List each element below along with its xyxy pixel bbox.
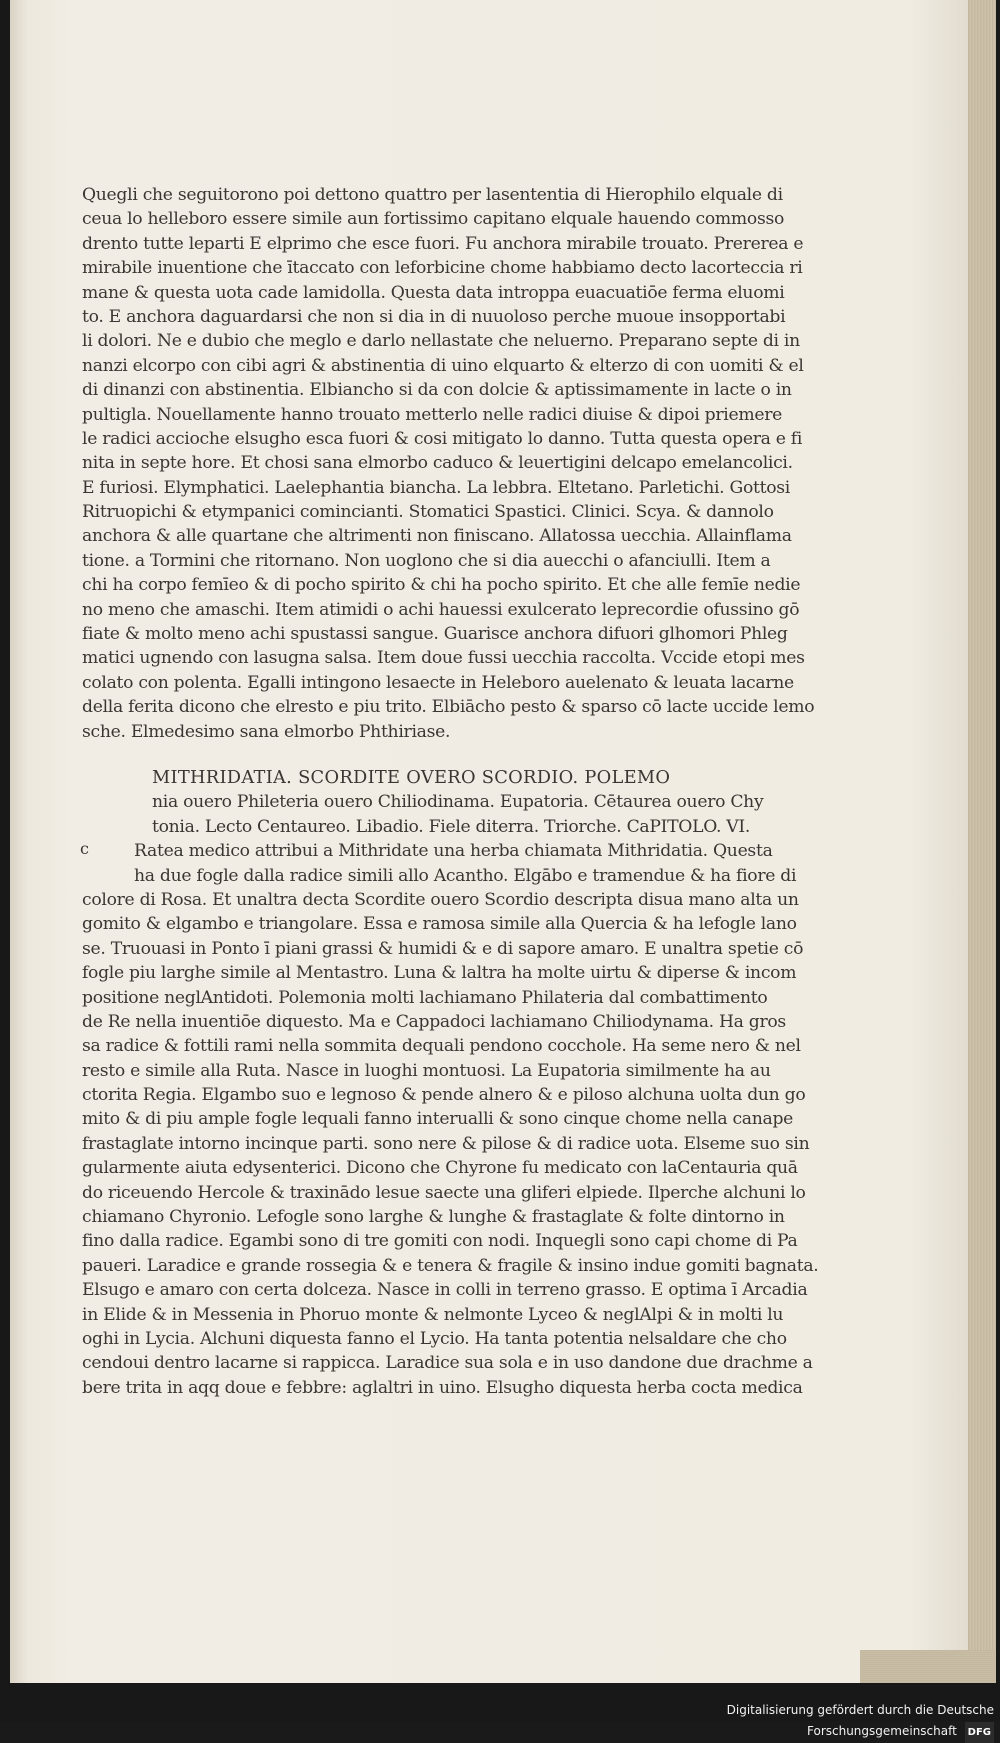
chapter-heading	[82, 766, 764, 839]
text-line: ceua lo helleboro essere simile aun fortissimo capitano elquale hauendo commosso	[82, 209, 785, 230]
text-line: fiate & molto meno achi spustassi sangue. Guarisce anchora difuori glhomori Phleg	[82, 624, 788, 645]
text-line: sa radice & fottili rami nella sommita dequali pendono cocchole. Ha seme nero & nel	[82, 1036, 801, 1057]
text-line: do riceuendo Hercole & traxinādo lesue saecte una gliferi elpiede. Ilperche alchuni lo	[82, 1182, 806, 1203]
text-line: fogle piu larghe simile al Mentastro. Luna & laltra ha molte uirtu & diperse & incom	[82, 963, 797, 984]
text-line: Ritruopichi & etympanici comincianti. Stomatici Spastici. Clinici. Scya. & dannolo	[82, 502, 774, 523]
page-edges	[968, 0, 996, 1683]
text-line: mane & questa uota cade lamidolla. Questa data introppa euacuatiōe ferma eluomi	[82, 282, 785, 303]
text-line: pultigla. Nouellamente hanno trouato metterlo nelle radici diuise & dipoi priemere	[82, 404, 783, 425]
text-line: colore di Rosa. Et unaltra decta Scordite ouero Scordio descripta disua mano alta un	[82, 889, 799, 910]
text-line: resto e simile alla Ruta. Nasce in luoghi montuosi. La Eupatoria similmente ha au	[82, 1060, 771, 1081]
text-line: bere trita in aqq doue e febbre: aglaltri in uino. Elsugho diquesta herba cocta medica	[82, 1377, 803, 1398]
text-line: oghi in Lycia. Alchuni diquesta fanno el Lycio. Ha tanta potentia nelsaldare che cho	[82, 1328, 787, 1349]
text-line: matici ugnendo con lasugna salsa. Item doue fussi uecchia raccolta. Vccide etopi mes	[82, 648, 805, 669]
text-line: in Elide & in Messenia in Phoruo monte & nelmonte Lyceo & neglAlpi & in molti lu	[82, 1304, 784, 1325]
text-line: Ratea medico attribui a Mithridate una herba chiamata Mithridatia. Questa	[134, 841, 773, 862]
heading-line: tonia. Lecto Centaureo. Libadio. Fiele diterra. Triorche. CaPITOLO. VI.	[152, 816, 751, 837]
page-edges-bottom	[860, 1650, 996, 1683]
text-line: Elsugo e amaro con certa dolceza. Nasce in colli in terreno grasso. E optima ī Arcadia	[82, 1280, 808, 1301]
text-line: cendoui dentro lacarne si rappicca. Laradice sua sola e in uso dandone due drachme a	[82, 1353, 813, 1374]
text-line: se. Truouasi in Ponto ī piani grassi & humidi & e di sapore amaro. E unaltra spetie cō	[82, 938, 804, 959]
text-line: positione neglAntidoti. Polemonia molti lachiamano Philateria dal combattimento	[82, 987, 768, 1008]
text-line: no meno che amaschi. Item atimidi o achi hauessi exulcerato leprecordie ofussino gō	[82, 599, 800, 620]
text-line: chiamano Chyronio. Lefogle sono larghe & lunghe & frastaglate & folte dintorno in	[82, 1207, 785, 1228]
paragraph-2	[80, 839, 819, 1400]
text-line: sche. Elmedesimo sana elmorbo Phthiriase.	[82, 721, 451, 742]
funding-footer	[600, 1700, 1000, 1738]
text-line: to. E anchora daguardarsi che non si dia in di nuuoloso perche muoue insopportabi	[82, 306, 786, 327]
text-line: di dinanzi con abstinentia. Elbiancho si da con dolcie & aptissimamente in lacte o in	[82, 380, 792, 401]
text-line: de Re nella inuentiōe diquesto. Ma e Cappadoci lachiamano Chiliodynama. Ha gros	[82, 1011, 786, 1032]
text-line: mito & di piu ample fogle lequali fanno interualli & sono cinque chome nella canape	[82, 1109, 794, 1130]
text-line: li dolori. Ne e dubio che meglo e darlo nellastate che neluerno. Preparano septe di in	[82, 331, 800, 352]
margin-letter: c	[80, 839, 89, 859]
book-page	[10, 0, 968, 1683]
text-line: Quegli che seguitorono poi dettono quattro per lasententia di Hierophilo elquale di	[82, 185, 783, 205]
text-line: paueri. Laradice e grande rossegia & e tenera & fragile & insino indue gomiti bagnata.	[82, 1255, 819, 1276]
footer-text: Digitalisierung gefördert durch die Deutsche Forschungsgemeinschaft	[726, 1703, 994, 1738]
text-line: della ferita dicono che elresto e piu trito. Elbiācho pesto & sparso cō lacte uccide lemo	[82, 697, 815, 718]
text-line: fino dalla radice. Egambi sono di tre gomiti con nodi. Inquegli sono capi chome di Pa	[82, 1231, 798, 1252]
heading-line: MITHRIDATIA. SCORDITE OVERO SCORDIO. POLEMO	[152, 766, 671, 788]
text-line: mirabile inuentione che ītaccato con leforbicine chome habbiamo decto lacorteccia ri	[82, 258, 803, 279]
text-line: drento tutte leparti E elprimo che esce fuori. Fu anchora mirabile trouato. Prererea e	[82, 233, 804, 254]
heading-line: nia ouero Phileteria ouero Chiliodinama. Eupatoria. Cētaurea ouero Chy	[152, 792, 764, 813]
text-block	[80, 183, 819, 1400]
text-line: gomito & elgambo e triangolare. Essa e ramosa simile alla Quercia & ha lefogle lano	[82, 914, 797, 935]
text-line: gularmente aiuta edysenterici. Dicono che Chyrone fu medicato con laCentauria quā	[82, 1158, 798, 1179]
text-line: frastaglate intorno incinque parti. sono nere & pilose & di radice uota. Elseme suo sin	[82, 1133, 810, 1154]
paragraph-gap	[82, 744, 732, 766]
text-line: le radici accioche elsugho esca fuori & cosi mitigato lo danno. Tutta questa opera e fi	[82, 428, 803, 449]
text-line: ctorita Regia. Elgambo suo e legnoso & pende alnero & e piloso alchuna uolta dun go	[82, 1085, 806, 1106]
text-line: anchora & alle quartane che altrimenti non finiscano. Allatossa uecchia. Allainflama	[82, 526, 792, 547]
paragraph-1	[82, 183, 815, 744]
text-line: nita in septe hore. Et chosi sana elmorbo caduco & leuertigini delcapo emelancolici.	[82, 453, 793, 474]
text-line: tione. a Tormini che ritornano. Non uoglono che si dia auecchi o afanciulli. Item a	[82, 550, 771, 571]
text-line: nanzi elcorpo con cibi agri & abstinentia di uino elquarto & elterzo di con uomiti & el	[82, 355, 804, 376]
text-line: chi ha corpo femīeo & di pocho spirito & chi ha pocho spirito. Et che alle femīe nedie	[82, 575, 801, 596]
text-line: ha due fogle dalla radice simili allo Acantho. Elgābo e tramendue & ha fiore di	[134, 865, 797, 886]
text-line: E furiosi. Elymphatici. Laelephantia biancha. La lebbra. Eltetano. Parletichi. Gottosi	[82, 477, 790, 498]
text-line: colato con polenta. Egalli intingono lesaecte in Heleboro auelenato & leuata lacarne	[82, 672, 794, 693]
dfg-logo: DFG	[965, 1722, 994, 1743]
